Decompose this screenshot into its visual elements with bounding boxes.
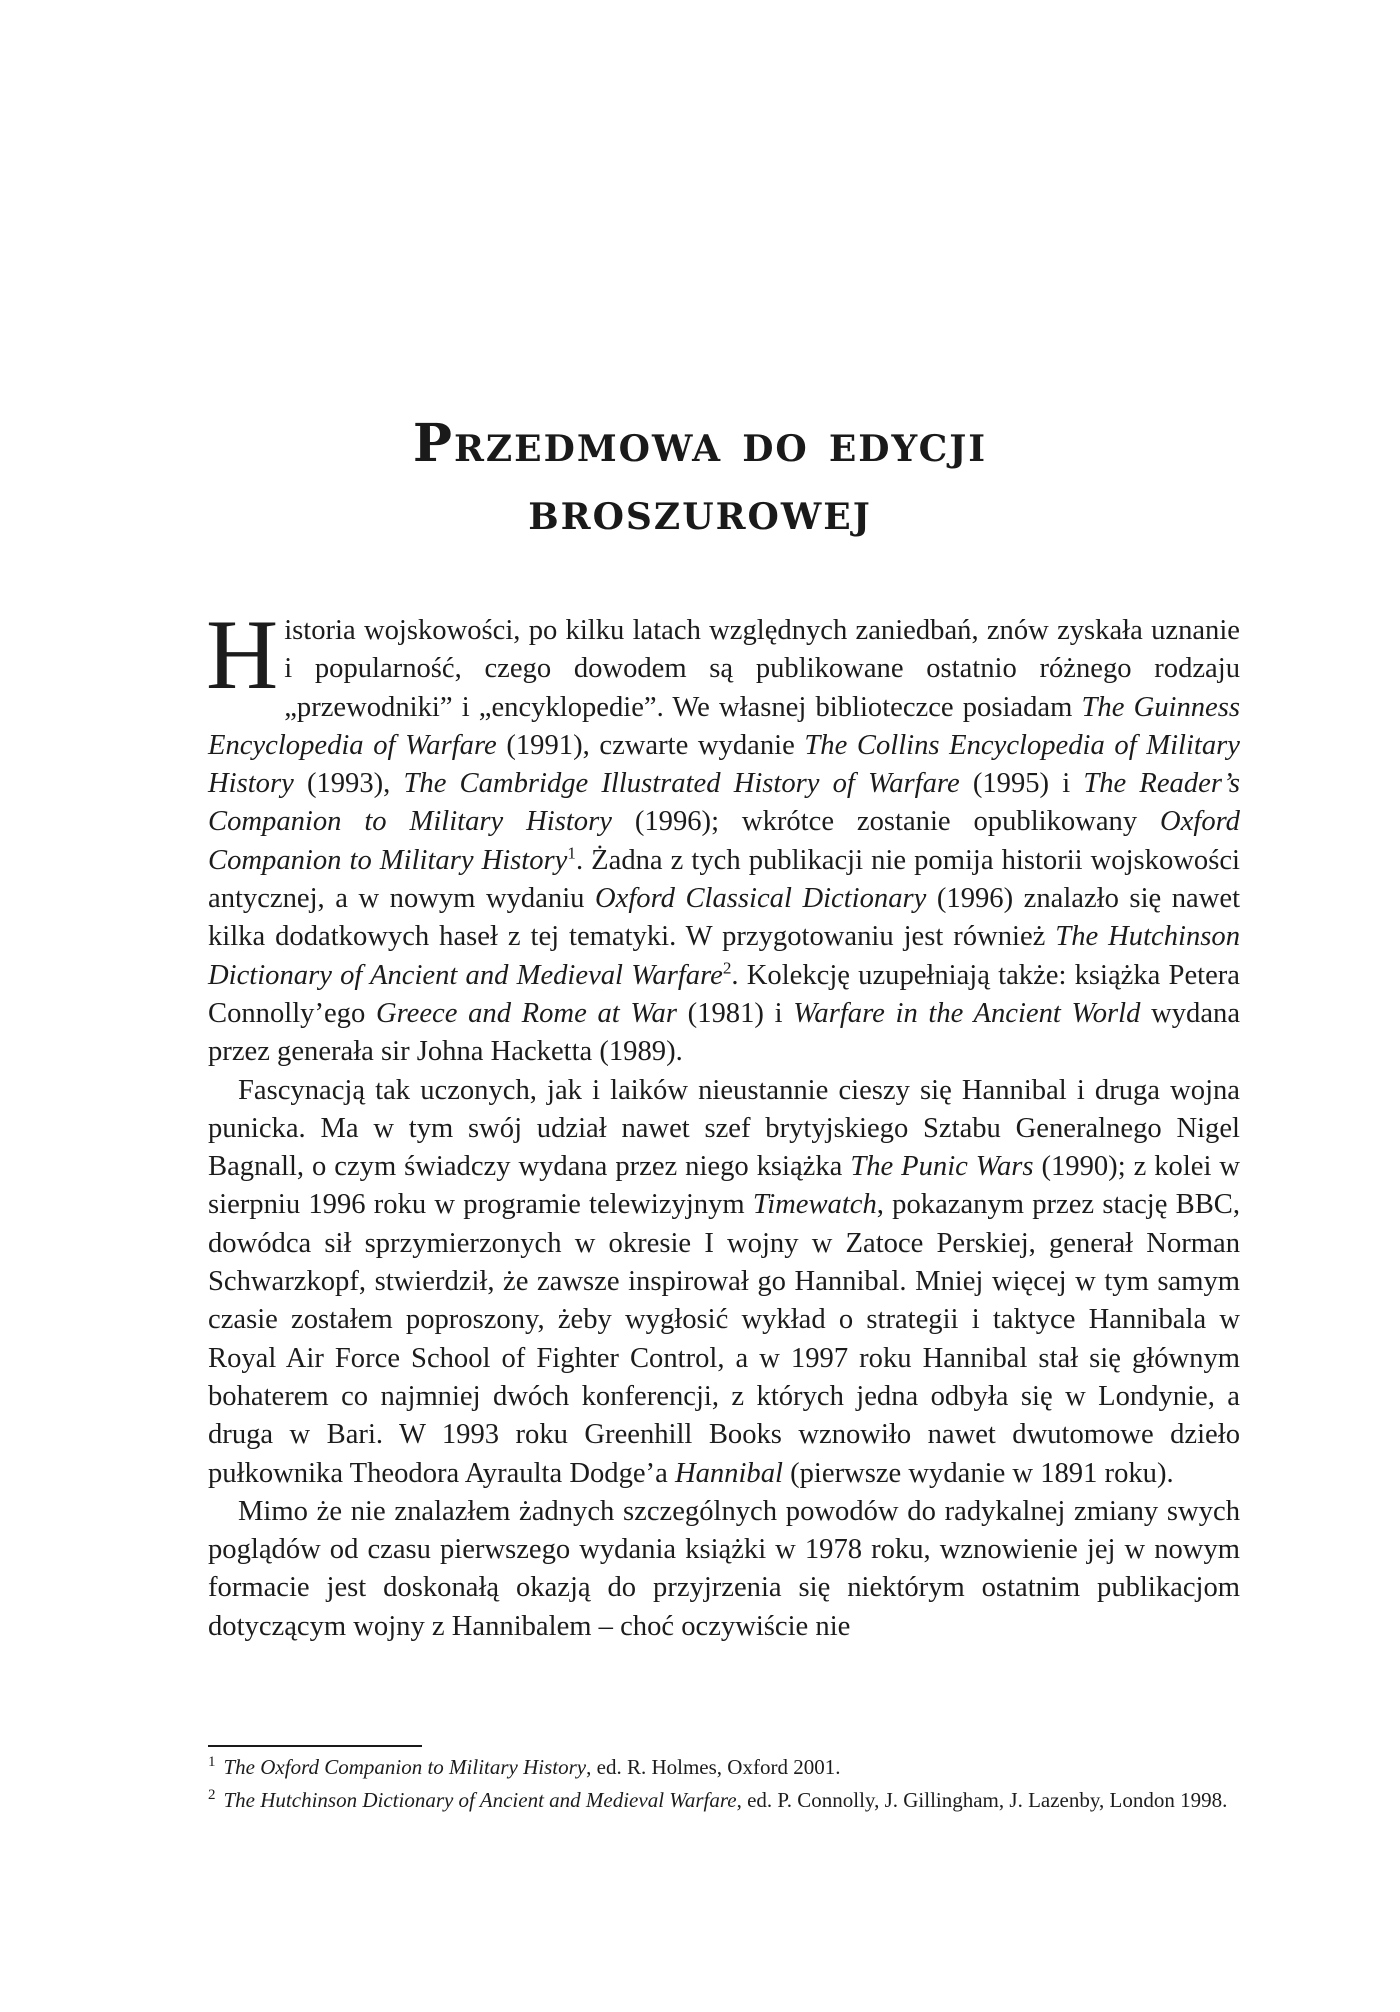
footnote-separator (208, 1745, 422, 1747)
text-run: wydana przez generała sir Johna Hacketta (1989). (208, 997, 1241, 1068)
italic-title: The Reader’s Companion to Military History (208, 768, 1240, 838)
text-run: , ed. R. Holmes, Oxford 2001. (586, 1755, 841, 1779)
body-text (206, 599, 1241, 1646)
italic-title: The Hutchinson Dictionary of Ancient and Medieval Warfare (208, 921, 1240, 991)
text-run: , ed. P. Connolly, J. Gillingham, J. Lazenby, London 1998. (736, 1788, 1228, 1812)
page-title (0, 410, 1400, 546)
italic-title: The Cambridge Illustrated History of Warfare (403, 768, 960, 800)
text-run: (1981) i (677, 997, 794, 1029)
footnote-2-number: 2 (208, 1787, 216, 1803)
text-run: istoria wojskowości, po kilku latach względnych zaniedbań, znów zyskała uznanie i popularność, czego dowodem są publikowane ostatnio różnego rodzaju „przewodniki” i „encyklopedie”. We własnej biblioteczce posiadam (284, 615, 1240, 723)
italic-title: Hannibal (674, 1457, 783, 1489)
text-run: . Kolekcję uzupełniają także: książka Petera Connolly’ego (208, 959, 1240, 1029)
footnote-1-text (224, 1755, 841, 1779)
italic-title: Timewatch (752, 1189, 877, 1221)
text-run: (1996); wkrótce zostanie opublikowany (611, 806, 1161, 838)
italic-title: Oxford Companion to Military History (208, 806, 1240, 876)
italic-title: Oxford Classical Dictionary (594, 883, 927, 915)
text-run: (1990); z kolei w sierpniu 1996 roku w programie telewizyjnym (208, 1151, 1240, 1221)
paragraph-1 (206, 599, 1241, 1072)
text-run: Mimo że nie znalazłem żadnych szczególnych powodów do radykalnej zmiany swych poglądów od czasu pierwszego wydania książki w 1978 roku, wznowienie jej w nowym formacie jest doskonałą okazją do przyjrzenia się niektórym ostatnim publikacjom dotyczącym wojny z Hannibalem – choć oczywiście nie (208, 1495, 1240, 1642)
italic-title: Greece and Rome at War (375, 997, 677, 1029)
title-line-2: broszurowej (528, 480, 872, 542)
text-run: (pierwsze wydanie w 1891 roku). (782, 1457, 1174, 1489)
footnote-2-text (224, 1788, 1228, 1812)
paragraph-3 (208, 1493, 1240, 1646)
footnote-1 (208, 1752, 1240, 1782)
footnote-2 (208, 1785, 1240, 1815)
footnote-ref: 1 (567, 843, 576, 863)
drop-cap: H (206, 599, 279, 710)
text-run: (1991), czwarte wydanie (496, 729, 805, 761)
footnote-1-number: 1 (208, 1754, 216, 1770)
text-run: (1996) znalazło się nawet kilka dodatkowych haseł z tej tematyki. W przygotowaniu jest również (208, 883, 1241, 953)
footnote-ref: 2 (722, 958, 732, 978)
text-run: . Żadna z tych publikacji nie pomija historii wojskowości antycznej, a w nowym wydaniu (208, 844, 1240, 915)
italic-title: Warfare in the Ancient World (793, 997, 1141, 1029)
text-run: , pokazanym przez stację BBC, dowódca sił sprzymierzonych w okresie I wojny w Zatoce Perskiej, generał Norman Schwarzkopf, stwierdził, że zawsze inspirował go Hannibal. Mniej więcej w tym samym czasie zostałem poproszony, żeby wygłosić wykład o strategii i taktyce Hannibala w Royal Air Force School of Fighter Control, a w 1997 roku Hannibal stał się głównym bohaterem co najmniej dwóch konferencji, z których jedna odbyła się w Londynie, a druga w Bari. W 1993 roku Greenhill Books wznowiło nawet dwutomowe dzieło pułkownika Theodora Ayraulta Dodge’a (208, 1189, 1240, 1489)
footnotes (208, 1752, 1240, 1818)
italic-title: The Guinness Encyclopedia of Warfare (208, 691, 1240, 761)
text-run: (1995) i (959, 768, 1084, 800)
paragraph-2 (208, 1072, 1240, 1493)
italic-title: The Oxford Companion to Military History (223, 1755, 587, 1779)
italic-title: The Collins Encyclopedia of Military History (208, 729, 1240, 800)
text-run: (1993), (293, 768, 404, 800)
italic-title: The Hutchinson Dictionary of Ancient and Medieval Warfare (223, 1788, 737, 1812)
title-line-1: Przedmowa do edycji (412, 412, 988, 474)
text-run: Fascynacją tak uczonych, jak i laików nieustannie cieszy się Hannibal i druga wojna punicka. Ma w tym swój udział nawet szef brytyjskiego Sztabu Generalnego Nigel Bagnall, o czym świadczy wydana przez niego książka (208, 1074, 1240, 1183)
italic-title: The Punic Wars (850, 1151, 1034, 1183)
